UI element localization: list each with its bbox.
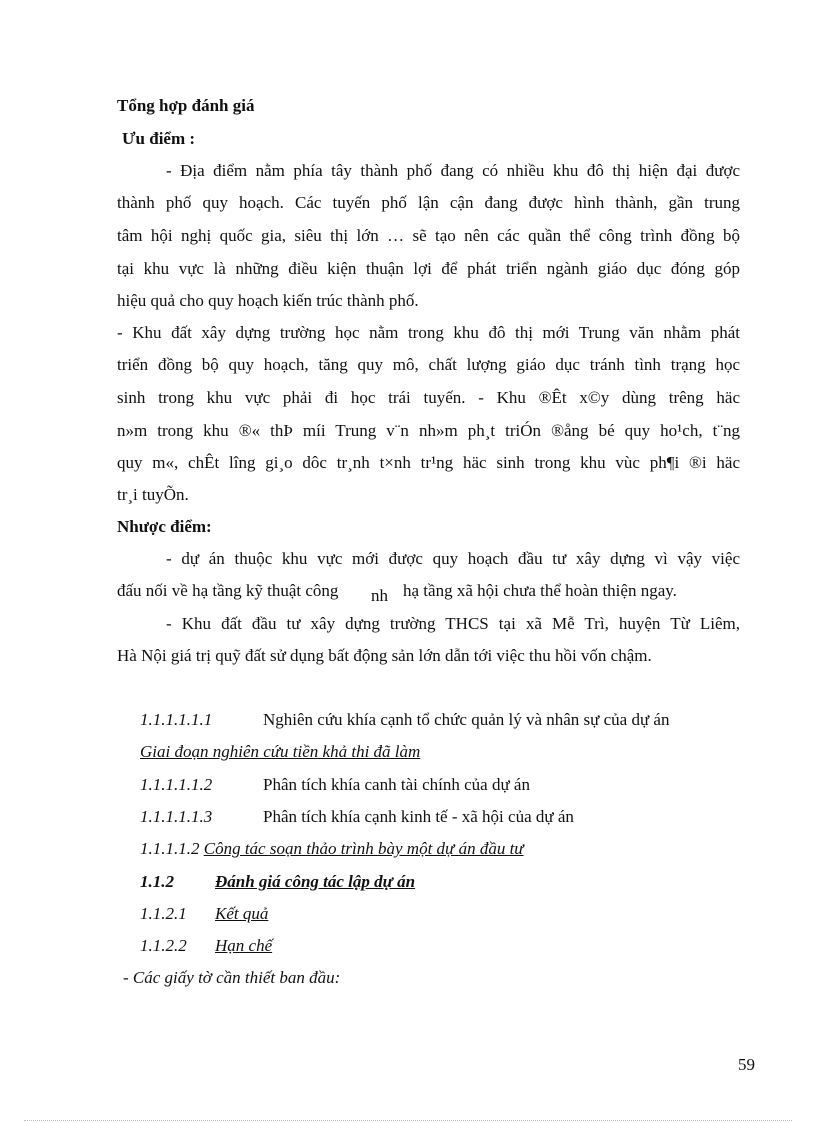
advantages-title: Ưu điểm :: [122, 129, 196, 148]
outline-item-7-number: 1.1.2.2: [140, 936, 187, 955]
advantages-p2-line-4: n»m trong khu ®« thÞ míi Trung v¨n nh»m ph¸t triÓn ®ång bé quy ho¹ch, t¨ng: [117, 421, 740, 440]
outline-item-1-text: Nghiên cứu khía cạnh tổ chức quản lý và nhân sự của dự án: [263, 710, 670, 729]
outline-item-4-number: 1.1.1.1.2: [140, 839, 200, 858]
outline-item-3: [140, 807, 574, 827]
outline-item-5-text[interactable]: Đánh giá công tác lập dự án: [215, 872, 416, 891]
page-number: 59: [738, 1055, 755, 1074]
outline-item-2: [140, 775, 530, 795]
outline-item-5: [140, 872, 415, 892]
advantages-p1-line-4: tại khu vực là những điều kiện thuận lợi để phát triển ngành giáo dục đóng góp: [117, 259, 740, 278]
disadvantages-p2-line-1: - Khu đất đầu tư xây dựng trường THCS tại xã Mễ Trì, huyện Từ Liêm,: [166, 614, 740, 633]
advantages-p1-line-2: thành phố quy hoạch. Các tuyến phố lận cận đang được hình thành, gần trung: [117, 193, 740, 212]
outline-item-7: [140, 936, 272, 956]
outline-item-8: - Các giấy tờ cần thiết ban đầu:: [123, 968, 341, 987]
page-bottom-divider: [24, 1120, 792, 1121]
outline-item-7-text[interactable]: Hạn chế: [215, 936, 273, 955]
advantages-p2-line-2: triển đồng bộ quy hoạch, tăng quy mô, chất lượng giáo dục tránh tình trạng học: [117, 355, 740, 374]
advantages-p2-line-3: sinh trong khu vực phải đi học trái tuyến. - Khu ®Êt x©y dùng trêng häc: [117, 388, 740, 407]
outline-item-1-subtitle[interactable]: Giai đoạn nghiên cứu tiền khả thi đã làm: [140, 742, 421, 761]
advantages-p1-line-3: tâm hội nghị quốc gia, siêu thị lớn … sẽ tạo nên các quần thể công trình đồng bộ: [117, 226, 740, 245]
outline-item-6-number: 1.1.2.1: [140, 904, 187, 923]
advantages-p1-line-1: - Địa điểm nằm phía tây thành phố đang có nhiều khu đô thị hiện đại được: [166, 161, 740, 180]
outline-item-2-text: Phân tích khía canh tài chính của dự án: [263, 775, 530, 794]
outline-item-2-number: 1.1.1.1.1.2: [140, 775, 213, 794]
disadvantages-p1-line-1: - dự án thuộc khu vực mới được quy hoạch đầu tư xây dựng vì vậy việc: [166, 549, 740, 568]
outline-item-6-text[interactable]: Kết quả: [215, 904, 269, 923]
advantages-p2-line-5: quy m«, chÊt lîng gi¸o dôc tr¸nh t×nh tr¹ng häc sinh trong khu vùc ph¶i ®i häc: [117, 453, 740, 472]
outline-item-5-number: 1.1.2: [140, 872, 174, 891]
disadvantages-p1-line-2b: nh: [371, 586, 388, 605]
advantages-p1-line-5: hiệu quả cho quy hoạch kiến trúc thành phố.: [117, 291, 419, 310]
section-heading: Tổng hợp đánh giá: [117, 96, 255, 115]
outline-item-4-text[interactable]: Công tác soạn thảo trình bày một dự án đầu tư: [203, 839, 524, 858]
advantages-p2-line-1: - Khu đất xây dựng trường học nằm trong khu đô thị mới Trung văn nhằm phát: [117, 323, 740, 342]
disadvantages-title: Nhược điểm:: [117, 517, 212, 536]
outline-item-3-number: 1.1.1.1.1.3: [140, 807, 213, 826]
disadvantages-p2-line-2: Hà Nội giá trị quỹ đất sử dụng bất động sản lớn dẫn tới việc thu hồi vốn chậm.: [117, 646, 652, 665]
outline-item-4: [140, 839, 524, 859]
outline-item-1-number: 1.1.1.1.1.1: [140, 710, 213, 729]
advantages-p2-line-6: tr¸i tuyÕn.: [117, 485, 189, 504]
outline-item-3-text: Phân tích khía cạnh kinh tế - xã hội của dự án: [263, 807, 574, 826]
outline-item-6: [140, 904, 268, 924]
disadvantages-p1-line-2c: hạ tầng xã hội chưa thể hoàn thiện ngay.: [403, 581, 677, 600]
disadvantages-p1-line-2a: đấu nối về hạ tầng kỹ thuật công: [117, 581, 339, 600]
outline-item-1: [140, 710, 669, 730]
